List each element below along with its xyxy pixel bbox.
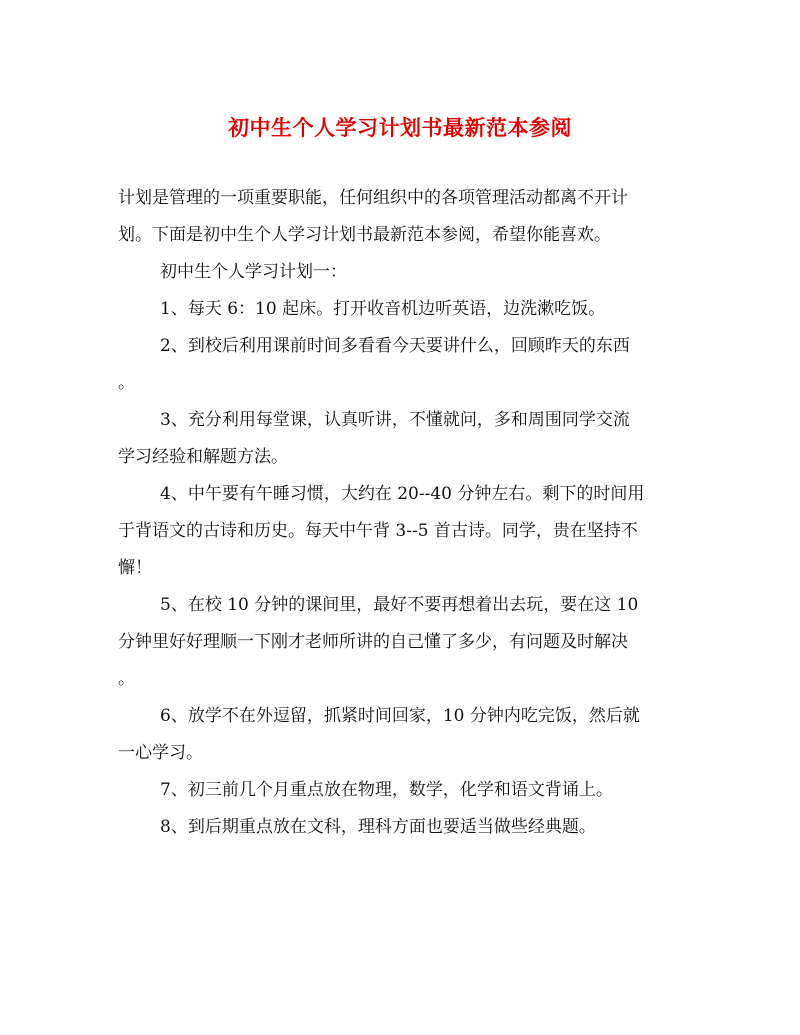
- item-1: 1、每天 6：10 起床。打开收音机边听英语，边洗漱吃饭。: [160, 299, 606, 319]
- intro-line-2: 划。下面是初中生个人学习计划书最新范本参阅，希望你能喜欢。: [118, 225, 611, 245]
- plan-heading: 初中生个人学习计划一：: [160, 262, 347, 282]
- item-2-line-1: 2、到校后利用课前时间多看看今天要讲什么，回顾昨天的东西: [160, 336, 630, 356]
- document-title: 初中生个人学习计划书最新范本参阅: [228, 115, 572, 140]
- intro-line-1: 计划是管理的一项重要职能，任何组织中的各项管理活动都离不开计: [118, 188, 628, 208]
- item-5-line-1: 5、在校 10 分钟的课间里，最好不要再想着出去玩，要在这 10: [160, 595, 639, 615]
- document-body: [118, 180, 678, 846]
- item-6-line-2: 一心学习。: [118, 743, 203, 763]
- item-3-line-2: 学习经验和解题方法。: [118, 447, 288, 467]
- item-4-line-3: 懈！: [118, 558, 152, 578]
- item-3-line-1: 3、充分利用每堂课，认真听讲，不懂就问，多和周围同学交流: [160, 410, 630, 430]
- item-7: 7、初三前几个月重点放在物理，数学，化学和语文背诵上。: [160, 780, 613, 800]
- item-4-line-1: 4、中午要有午睡习惯，大约在 20--40 分钟左右。剩下的时间用: [160, 484, 645, 504]
- item-5-line-2: 分钟里好好理顺一下刚才老师所讲的自己懂了多少，有问题及时解决: [118, 632, 628, 652]
- item-8: 8、到后期重点放在文科，理科方面也要适当做些经典题。: [160, 817, 596, 837]
- item-5-line-3: 。: [118, 669, 135, 689]
- item-4-line-2: 于背语文的古诗和历史。每天中午背 3--5 首古诗。同学，贵在坚持不: [118, 521, 638, 541]
- item-6-line-1: 6、放学不在外逗留，抓紧时间回家，10 分钟内吃完饭，然后就: [160, 706, 640, 726]
- item-2-line-2: 。: [118, 373, 135, 393]
